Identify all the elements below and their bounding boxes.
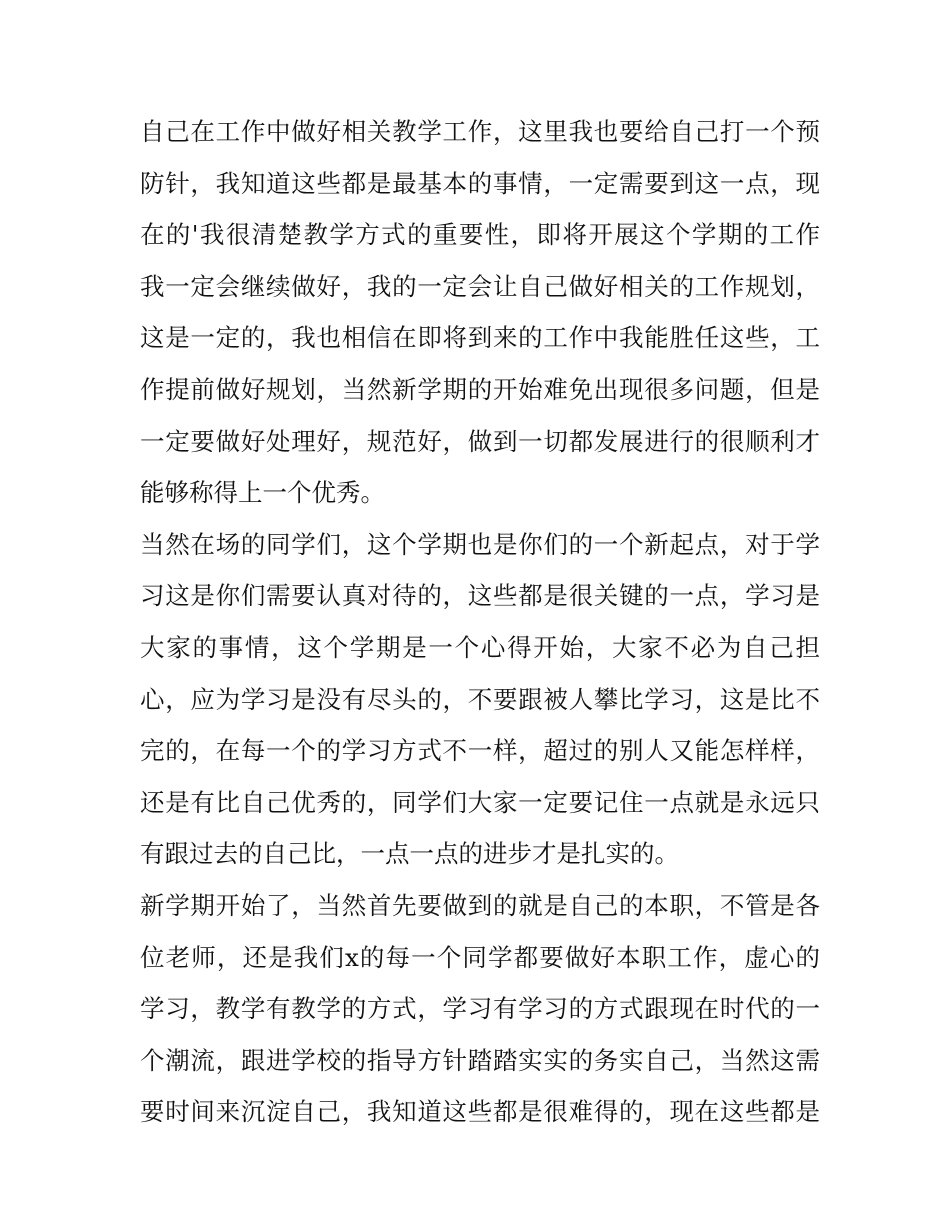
text-line: 习这是你们需要认真对待的，这些都是很关键的一点，学习是: [140, 581, 820, 611]
text-line: 位老师，还是我们x的每一个同学都要做好本职工作，虚心的: [140, 942, 820, 972]
text-line: 自己在工作中做好相关教学工作，这里我也要给自己打一个预: [140, 117, 820, 146]
text-line: 学习，教学有教学的方式，学习有学习的方式跟现在时代的一: [140, 994, 820, 1024]
text-line: 作提前做好规划，当然新学期的开始难免出现很多问题，但是: [140, 374, 820, 404]
text-line: 个潮流，跟进学校的指导方针踏踏实实的务实自己，当然这需: [140, 1045, 820, 1075]
text-line: 还是有比自己优秀的，同学们大家一定要记住一点就是永远只: [140, 787, 820, 817]
document-body: [140, 106, 820, 1138]
text-line: 能够称得上一个优秀。: [140, 478, 385, 508]
text-line: 心，应为学习是没有尽头的，不要跟被人攀比学习，这是比不: [140, 684, 820, 714]
text-line: 要时间来沉淀自己，我知道这些都是很难得的，现在这些都是: [140, 1097, 820, 1127]
text-line: 大家的事情，这个学期是一个心得开始，大家不必为自己担: [140, 632, 820, 662]
text-line: 在的'我很清楚教学方式的重要性，即将开展这个学期的工作: [140, 220, 820, 250]
text-line: 防针，我知道这些都是最基本的事情，一定需要到这一点，现: [140, 168, 820, 198]
text-line: 有跟过去的自己比，一点一点的进步才是扎实的。: [140, 839, 679, 869]
text-line: 完的，在每一个的学习方式不一样，超过的别人又能怎样样，: [140, 736, 820, 766]
text-line: 新学期开始了，当然首先要做到的就是自己的本职，不管是各: [140, 890, 820, 920]
text-line: 当然在场的同学们，这个学期也是你们的一个新起点，对于学: [140, 529, 820, 559]
text-line: 这是一定的，我也相信在即将到来的工作中我能胜任这些，工: [140, 323, 820, 353]
text-line: 我一定会继续做好，我的一定会让自己做好相关的工作规划，: [140, 271, 820, 301]
text-line: 一定要做好处理好，规范好，做到一切都发展进行的很顺利才: [140, 426, 820, 456]
